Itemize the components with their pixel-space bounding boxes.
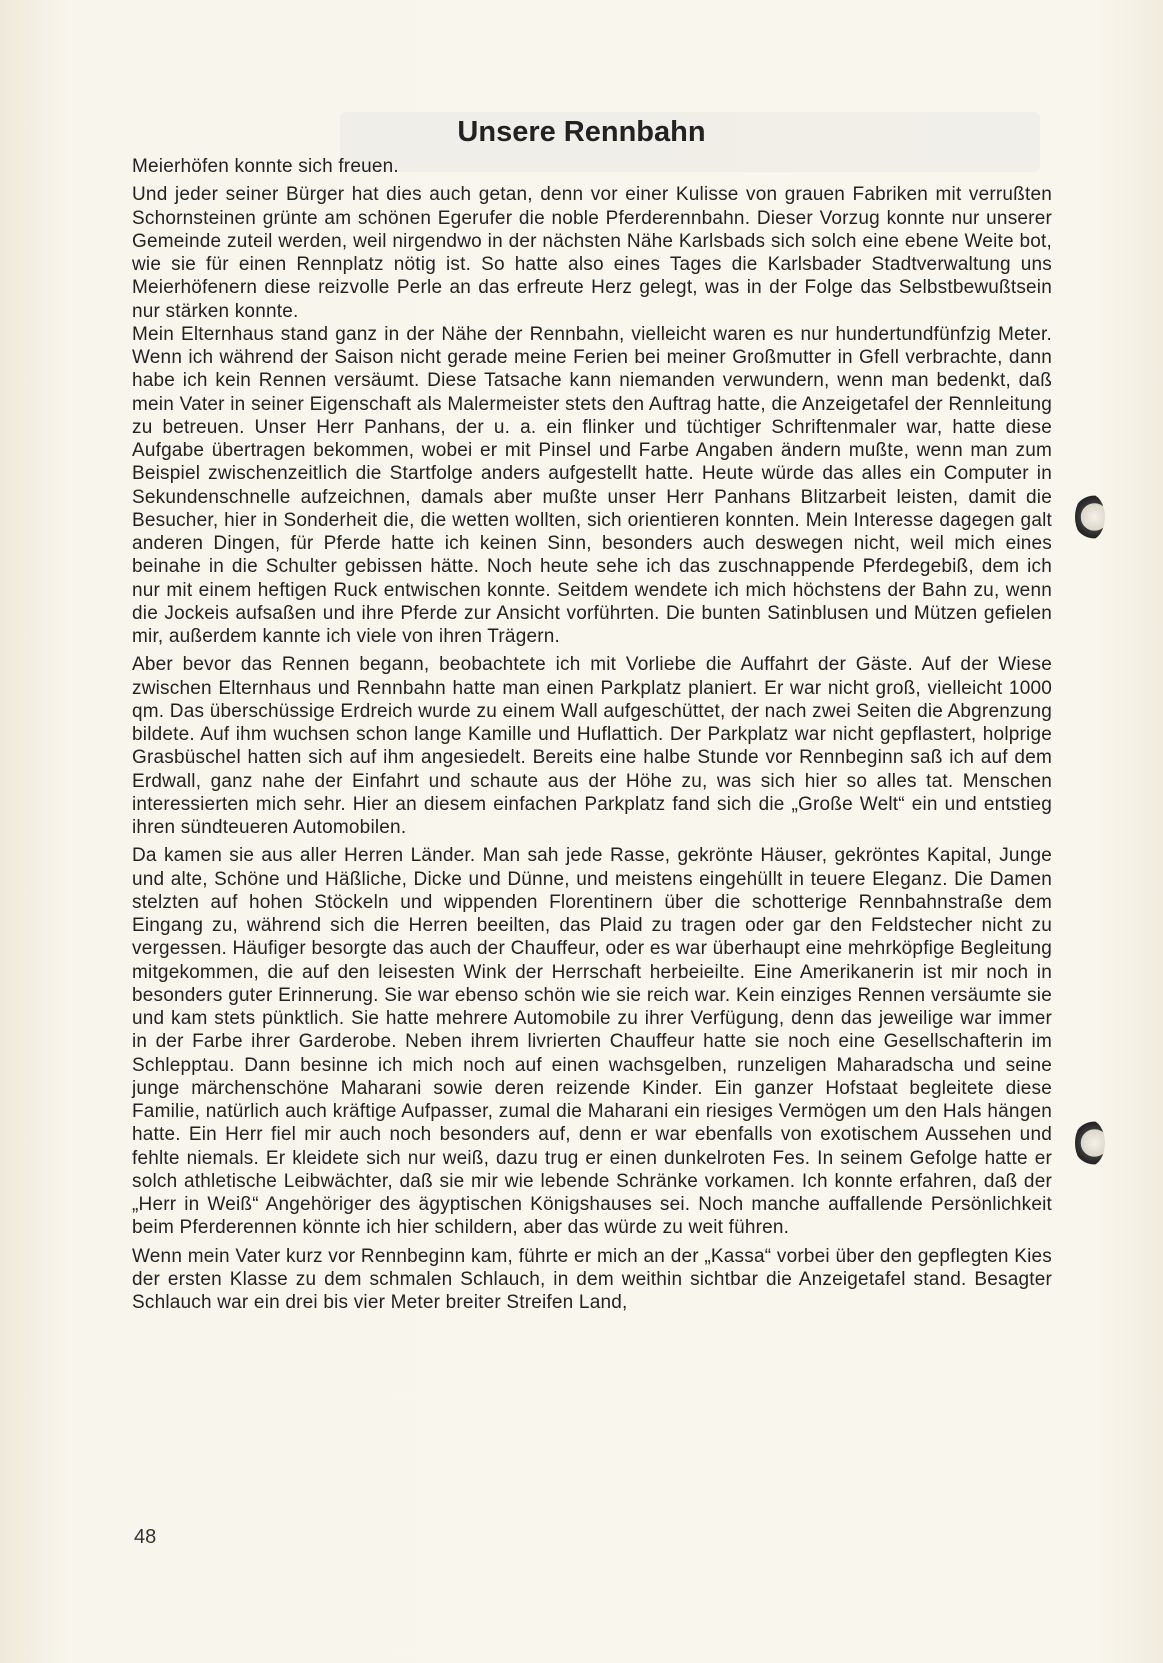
paragraph-2: Und jeder seiner Bürger hat dies auch getan, denn vor einer Kulisse von grauen Fabriken mit verrußten Schornsteinen grünte am schönen Egerufer die noble Pferderennbahn. Dieser Vorzug konnte nur unserer Gemeinde zuteil werden, weil nirgendwo in der nächsten Nähe Karlsbads sich solch eine ebene Weite bot, wie sie für einen Rennplatz nötig ist. So hatte also eines Tages die Karlsbader Stadtverwaltung uns Meierhöfenern diese reizvolle Perle an das erfreute Herz gelegt, was in der Folge das Selbstbewußtsein nur stärken konnte. xyxy=(132,184,1052,322)
page-number: 48 xyxy=(134,1526,157,1548)
body-text xyxy=(132,155,1052,1314)
paragraph-5: Da kamen sie aus aller Herren Länder. Man sah jede Rasse, gekrönte Häuser, gekröntes Kapital, Junge und alte, Schöne und Häßliche, Dicke und Dünne, und meistens eingehüllt in teuere Eleganz. Die Damen stelzten auf hohen Stöckeln und wippenden Florentinern über die schotterige Rennbahnstraße dem Eingang zu, während sich die Herren beeilten, das Plaid zu tragen oder gar den Feldstecher nicht zu vergessen. Häufiger besorgte das auch der Chauffeur, oder es war überhaupt eine mehrköpfige Begleitung mitgekommen, die auf den leisesten Wink der Herrschaft herbeieilte. Eine Amerikanerin ist mir noch in besonders guter Erinnerung. Sie war ebenso schön wie sie reich war. Kein einziges Rennen versäumte sie und kam stets pünktlich. Sie hatte mehrere Automobile zu ihrer Verfügung, denn das jeweilige war immer in der Farbe ihrer Garderobe. Neben ihrem livrierten Chauffeur hatte sie noch eine Gesellschafterin im Schlepptau. Dann besinne ich mich noch auf einen wachsgelben, runzeligen Maharadscha und seine junge märchenschöne Maharani sowie deren reizende Kinder. Ein ganzer Hofstaat begleitete diese Familie, natürlich auch kräftige Aufpasser, zumal die Maharani ein riesiges Vermögen um den Hals hängen hatte. Ein Herr fiel mir auch noch besonders auf, denn er war ebenfalls von exotischem Aussehen und fehlte niemals. Er kleidete sich nur weiß, dazu trug er einen dunkelroten Fes. In seinem Gefolge hatte er solch athletische Leibwächter, daß sie mir wie lebende Schränke vorkamen. Ich konnte erfahren, daß der „Herr in Weiß“ Angehöriger des ägyptischen Königshauses sei. Noch manche auffallende Persönlichkeit beim Pferderennen könnte ich hier schildern, aber das würde zu weit führen. xyxy=(132,845,1052,1239)
paragraph-1: Meierhöfen konnte sich freuen. xyxy=(132,156,399,177)
paragraph-3: Mein Elternhaus stand ganz in der Nähe der Rennbahn, vielleicht waren es nur hundertundfünfzig Meter. Wenn ich während der Saison nicht gerade meine Ferien bei meiner Großmutter in Gfell verbrachte, dann habe ich kein Rennen versäumt. Diese Tatsache kann niemanden verwundern, wenn man bedenkt, daß mein Vater in seiner Eigenschaft als Malermeister stets den Auftrag hatte, die Anzeigetafel der Rennleitung zu betreuen. Unser Herr Panhans, der u. a. ein flinker und tüchtiger Schriftenmaler war, hatte diese Aufgabe übertragen bekommen, wobei er mit Pinsel und Farbe Angaben ändern mußte, wenn man zum Beispiel zwischenzeitlich die Startfolge anders aufgestellt hatte. Heute würde das alles ein Computer in Sekundenschnelle aufzeichnen, damals aber mußte unser Herr Panhans Blitzarbeit leisten, damit die Besucher, hier in Sonderheit die, die wetten wollten, sich orientieren konnten. Mein Interesse dagegen galt anderen Dingen, für Pferde hatte ich keinen Sinn, besonders auch deswegen nicht, weil mich eines beinahe in die Schulter gebissen hätte. Noch heute sehe ich das zuschnappende Pferdegebiß, dem ich nur mit einem heftigen Ruck entwischen konnte. Seitdem wendete ich mich höchstens der Bahn zu, wenn die Jockeis aufsaßen und ihre Pferde zur Ansicht vorführten. Die bunten Satinblusen und Mützen gefielen mir, außerdem kannte ich viele von ihren Trägern. xyxy=(132,323,1052,647)
punch-hole-lower xyxy=(1075,1120,1105,1166)
paragraph-6: Wenn mein Vater kurz vor Rennbeginn kam, führte er mich an der „Kassa“ vorbei über den gepflegten Kies der ersten Klasse zu dem schmalen Schlauch, in dem weithin sichtbar die Anzeigetafel stand. Besagter Schlauch war ein drei bis vier Meter breiter Streifen Land, xyxy=(132,1245,1052,1313)
paragraph-4: Aber bevor das Rennen begann, beobachtete ich mit Vorliebe die Auffahrt der Gäste. Auf der Wiese zwischen Elternhaus und Rennbahn hatte man einen Parkplatz planiert. Er war nicht groß, vielleicht 1000 qm. Das überschüssige Erdreich wurde zu einem Wall aufgeschüttet, der nach zwei Seiten die Abgrenzung bildete. Auf ihm wuchsen schon lange Kamille und Huflattich. Der Parkplatz war nicht gepflastert, holprige Grasbüschel hatten sich auf ihm angesiedelt. Bereits eine halbe Stunde vor Rennbeginn saß ich auf dem Erdwall, ganz nahe der Einfahrt und schaute aus der Höhe zu, was sich hier so alles tat. Menschen interessierten mich sehr. Hier an diesem einfachen Parkplatz fand sich die „Große Welt“ ein und entstieg ihren sündteueren Automobilen. xyxy=(132,654,1052,838)
page-title: Unsere Rennbahn xyxy=(457,116,706,148)
punch-hole-upper xyxy=(1075,494,1105,540)
